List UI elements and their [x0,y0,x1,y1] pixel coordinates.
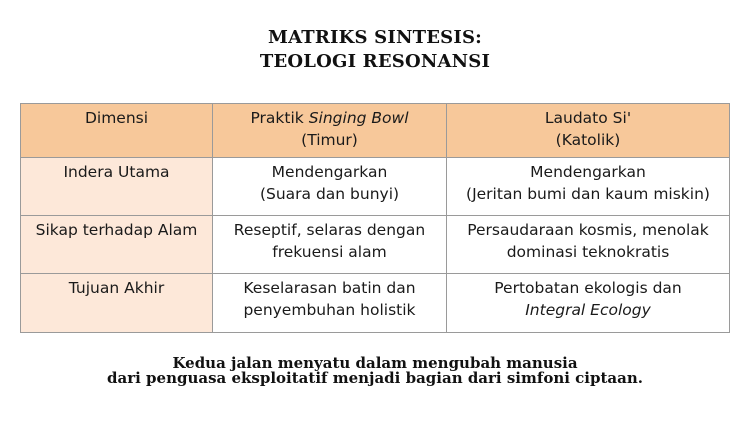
title-line-2: TEOLOGI RESONANSI [259,51,491,72]
row-dimension-cell [21,158,213,216]
cell-text-line: Mendengarkan [271,163,388,181]
title-line-1: MATRIKS SINTESIS: [267,27,483,48]
header-singing-bowl-sub: (Timur) [301,131,358,149]
row-singing-bowl-cell [213,274,447,333]
header-singing-bowl [213,104,447,158]
row-laudato-si-cell [447,216,730,274]
conclusion-line-1: Kedua jalan menyatu dalam mengubah manusia [172,354,578,372]
cell-text-line: Reseptif, selaras dengan [233,221,426,239]
row-singing-bowl-cell [213,158,447,216]
cell-text-line: dominasi teknokratis [506,243,670,261]
row-dimension-label: Indera Utama [63,163,170,181]
cell-text-line: frekuensi alam [272,243,387,261]
header-singing-bowl-title [217,107,442,129]
conclusion-text [0,356,750,386]
header-singing-bowl-italic: Singing Bowl [308,109,409,127]
row-laudato-si-cell [447,274,730,333]
cell-text-line: Persaudaraan kosmis, menolak [467,221,709,239]
row-dimension-cell [21,274,213,333]
header-singing-bowl-prefix: Praktik [250,109,309,127]
cell-text-line: penyembuhan holistik [243,301,416,319]
synthesis-matrix-table [20,103,730,333]
cell-text-line: Mendengarkan [530,163,646,181]
row-dimension-label: Sikap terhadap Alam [35,221,198,239]
header-dimension-label: Dimensi [84,109,149,127]
cell-text-line: (Jeritan bumi dan kaum miskin) [466,185,710,203]
header-laudato-si-title: Laudato Si' [544,109,632,127]
row-singing-bowl-cell [213,216,447,274]
cell-text-line-italic: Integral Ecology [525,301,651,319]
header-laudato-si-sub: (Katolik) [555,131,621,149]
page-title [0,26,750,74]
row-laudato-si-cell [447,158,730,216]
table-row [21,158,730,216]
table-header-row [21,104,730,158]
row-dimension-label: Tujuan Akhir [68,279,165,297]
conclusion-line-2: dari penguasa eksploitatif menjadi bagian dari simfoni ciptaan. [107,369,643,387]
header-dimension [21,104,213,158]
cell-text-line: Pertobatan ekologis dan [494,279,682,297]
table-row [21,274,730,333]
cell-text-line: Keselarasan batin dan [243,279,416,297]
cell-text-line: (Suara dan bunyi) [259,185,400,203]
table-row [21,216,730,274]
row-dimension-cell [21,216,213,274]
header-laudato-si [447,104,730,158]
